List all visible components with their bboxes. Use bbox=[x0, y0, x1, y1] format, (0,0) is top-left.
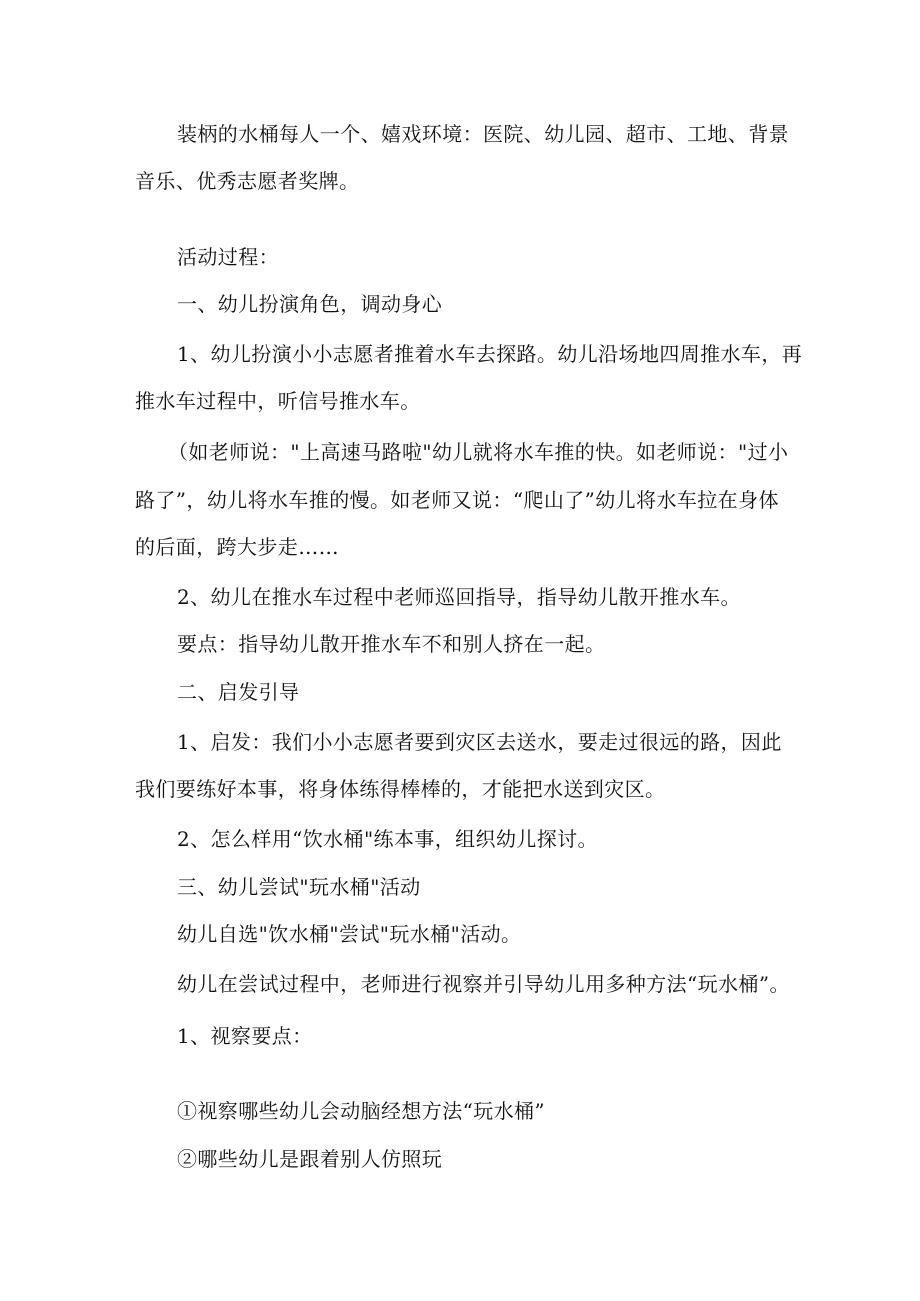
observation-point-2: ②哪些幼儿是跟着别人仿照玩 bbox=[177, 1147, 443, 1171]
observation-guidance-line: 幼儿在尝试过程中，老师进行视察并引导幼儿用多种方法“玩水桶”。 bbox=[177, 972, 790, 996]
example-line-1: （如老师说："上高速马路啦"幼儿就将水车推的快。如老师说："过小 bbox=[168, 440, 789, 464]
key-point: 要点：指导幼儿散开推水车不和别人挤在一起。 bbox=[177, 632, 606, 656]
inspire-line-1: 1、启发：我们小小志愿者要到灾区去送水，要走过很远的路，因此 bbox=[177, 730, 782, 754]
paragraph-materials-line-1: 装柄的水桶每人一个、嬉戏环境：医院、幼儿园、超市、工地、背景 bbox=[177, 122, 789, 146]
discussion-item: 2、怎么样用“饮水桶"练本事，组织幼儿探讨。 bbox=[177, 827, 598, 851]
heading-activity-process: 活动过程： bbox=[177, 245, 279, 269]
item-2: 2、幼儿在推水车过程中老师巡回指导，指导幼儿散开推水车。 bbox=[177, 585, 741, 609]
example-line-2: 路了”，幼儿将水车推的慢。如老师又说：“爬山了”幼儿将水车拉在身体 bbox=[135, 488, 779, 512]
item-1-line-2: 推水车过程中，听信号推水车。 bbox=[135, 389, 421, 413]
example-line-3: 的后面，跨大步走…… bbox=[135, 535, 339, 559]
self-select-line: 幼儿自选"饮水桶"尝试"玩水桶"活动。 bbox=[177, 922, 522, 946]
heading-section-three: 三、幼儿尝试"玩水桶"活动 bbox=[177, 875, 421, 899]
heading-section-two: 二、启发引导 bbox=[177, 680, 300, 704]
item-1-line-1: 1、幼儿扮演小小志愿者推着水车去探路。幼儿沿场地四周推水车，再 bbox=[177, 342, 803, 366]
observation-points-heading: 1、视察要点： bbox=[177, 1024, 313, 1048]
inspire-line-2: 我们要练好本事，将身体练得棒棒的，才能把水送到灾区。 bbox=[135, 777, 666, 801]
paragraph-materials-line-2: 音乐、优秀志愿者奖牌。 bbox=[135, 169, 360, 193]
heading-section-one: 一、幼儿扮演角色，调动身心 bbox=[177, 292, 443, 316]
observation-point-1: ①视察哪些幼儿会动脑经想方法“玩水桶” bbox=[177, 1099, 546, 1123]
